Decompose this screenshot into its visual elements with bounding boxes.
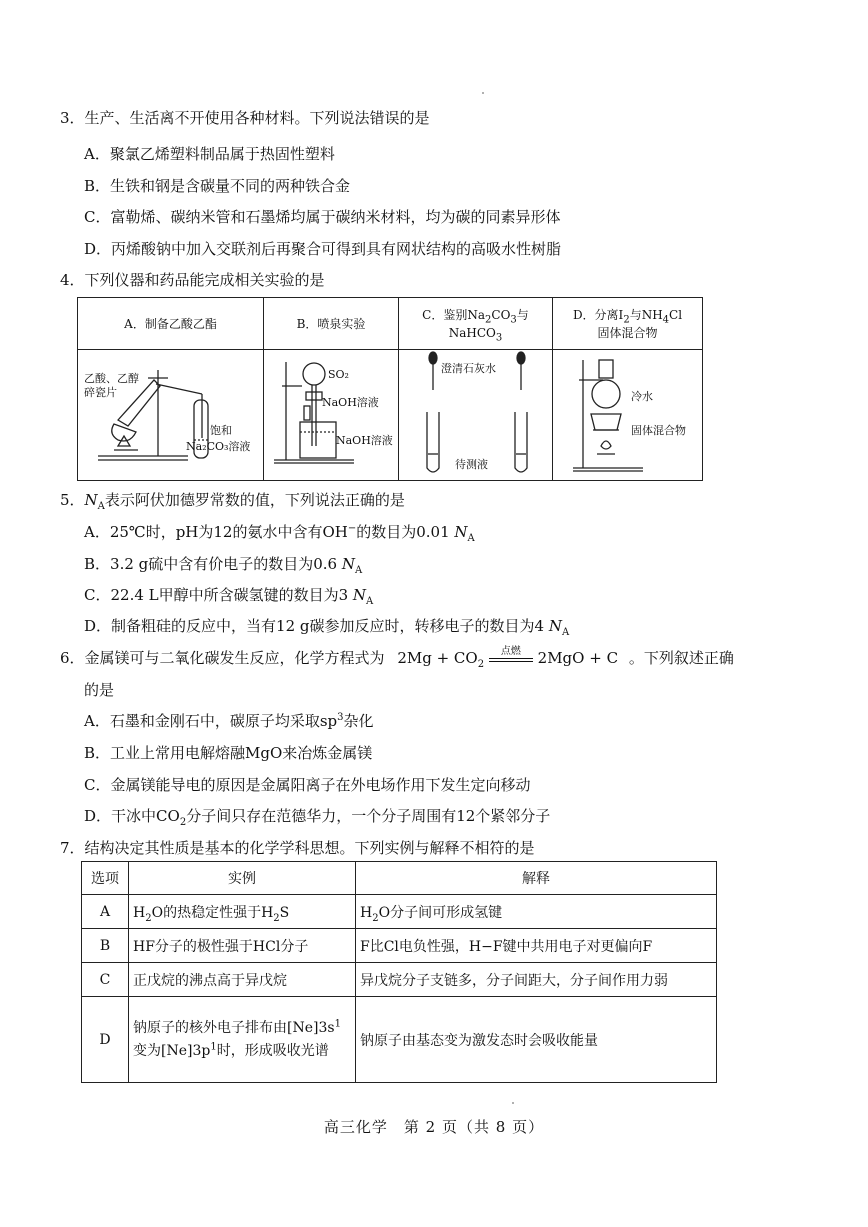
table-row [82, 963, 717, 997]
q4-col-d [553, 298, 702, 480]
reaction-arrow: 点燃 [489, 652, 533, 666]
q4-header-d: D．分离$I_2$与$NH_4Cl$ 固体混合物 [553, 298, 702, 350]
label-solid-mixture: 固体混合物 [631, 424, 686, 437]
q3-option-d: D．丙烯酸钠中加入交联剂后再聚合可得到具有网状结构的高吸水性树脂 [84, 240, 562, 258]
header-explanation: 解释 [356, 862, 717, 895]
label-limewater: 澄清石灰水 [441, 362, 496, 375]
q5-option-d: D．制备粗硅的反应中，当有12 g碳参加反应时，转移电子的数目为4 $N_A$ [84, 617, 570, 638]
label-test-solution: 待测液 [455, 458, 488, 471]
table-row [82, 997, 717, 1083]
q4-figure-c [399, 350, 552, 480]
scan-speck [482, 92, 484, 94]
label-acid-alcohol: 乙酸、乙醇 [84, 372, 139, 385]
label-boiling-chips: 碎瓷片 [84, 386, 117, 399]
ester-apparatus-diagram [78, 350, 264, 480]
q3-option-a: A．聚氯乙烯塑料制品属于热固性塑料 [84, 145, 335, 163]
row-example: 正戊烷的沸点高于异戊烷 [129, 963, 356, 997]
table-row [82, 895, 717, 929]
label-naoh-beaker: NaOH溶液 [336, 434, 393, 447]
q5-stem: 5．$N_A$表示阿伏加德罗常数的值，下列说法正确的是 [60, 491, 405, 512]
row-option: A [82, 895, 129, 929]
q5-option-b: B．3.2 g硫中含有价电子的数目为0.6 $N_A$ [84, 555, 363, 576]
q6-stem-continued: 的是 [84, 681, 115, 699]
table-row [82, 929, 717, 963]
q7-table-header [82, 862, 717, 895]
page-footer: 高三化学 第 2 页（共 8 页） [323, 1118, 545, 1136]
q6-option-a: A．石墨和金刚石中，碳原子均采取$sp^3$杂化 [84, 712, 374, 730]
q4-figure-b [264, 350, 398, 480]
q6-option-b: B．工业上常用电解熔融MgO来冶炼金属镁 [84, 744, 373, 762]
label-na2co3-solution: Na₂CO₃溶液 [186, 440, 251, 453]
q5-option-a: A．25℃时，pH为12的氨水中含有OH−的数目为0.01 $N_A$ [84, 523, 475, 544]
row-option: C [82, 963, 129, 997]
q4-header-a: A．制备乙酸乙酯 [78, 298, 263, 350]
q4-header-b: B．喷泉实验 [264, 298, 398, 350]
q6-stem: 6．金属镁可与二氧化碳发生反应，化学方程式为 $2Mg + CO_2$ 点燃 2MgO + C 。下列叙述正确 [60, 646, 734, 670]
q4-col-c [399, 298, 553, 480]
q4-header-c: C．鉴别$Na_2CO_3$与 NaHCO$_3$ [399, 298, 552, 350]
row-explanation: $H_2O$分子间可形成氢键 [356, 895, 717, 929]
scan-speck [512, 1102, 514, 1104]
row-explanation: 异戊烷分子支链多，分子间距大，分子间作用力弱 [356, 963, 717, 997]
label-cold-water: 冷水 [631, 390, 653, 403]
row-option: D [82, 997, 129, 1083]
q4-stem: 4．下列仪器和药品能完成相关实验的是 [60, 271, 325, 289]
q5-option-c: C．22.4 L甲醇中所含碳氢键的数目为3 $N_A$ [84, 586, 374, 607]
q4-col-b [264, 298, 399, 480]
row-example: 钠原子的核外电子排布由$[Ne]3s^1$变为$[Ne]3p^1$时，形成吸收光谱 [129, 997, 356, 1083]
label-so2: SO₂ [328, 368, 349, 381]
row-example: HF分子的极性强于HCl分子 [129, 929, 356, 963]
q4-figure-d [553, 350, 702, 480]
q4-figure-a [78, 350, 263, 480]
label-naoh-dropper: NaOH溶液 [322, 396, 379, 409]
q7-stem: 7．结构决定其性质是基本的化学学科思想。下列实例与解释不相符的是 [60, 839, 535, 857]
row-example: $H_2O$的热稳定性强于$H_2S$ [129, 895, 356, 929]
q6-option-c: C．金属镁能导电的原因是金属阳离子在外电场作用下发生定向移动 [84, 776, 531, 794]
q3-option-b: B．生铁和钢是含碳量不同的两种铁合金 [84, 177, 351, 195]
header-option: 选项 [82, 862, 129, 895]
q6-option-d: D．干冰中$CO_2$分子间只存在范德华力，一个分子周围有12个紧邻分子 [84, 807, 551, 828]
q3-option-c: C．富勒烯、碳纳米管和石墨烯均属于碳纳米材料，均为碳的同素异形体 [84, 208, 561, 226]
label-saturated: 饱和 [210, 424, 232, 437]
q3-stem: 3．生产、生活离不开使用各种材料。下列说法错误的是 [60, 109, 430, 127]
q4-col-a [78, 298, 264, 480]
row-explanation: F比Cl电负性强，H−F键中共用电子对更偏向F [356, 929, 717, 963]
header-example: 实例 [129, 862, 356, 895]
q4-apparatus-table [77, 297, 703, 481]
row-option: B [82, 929, 129, 963]
row-explanation: 钠原子由基态变为激发态时会吸收能量 [356, 997, 717, 1083]
q6-equation: $2Mg + CO_2$ 点燃 2MgO + C [397, 646, 619, 670]
sublimation-apparatus-diagram [553, 350, 702, 480]
q7-table [81, 861, 717, 1083]
